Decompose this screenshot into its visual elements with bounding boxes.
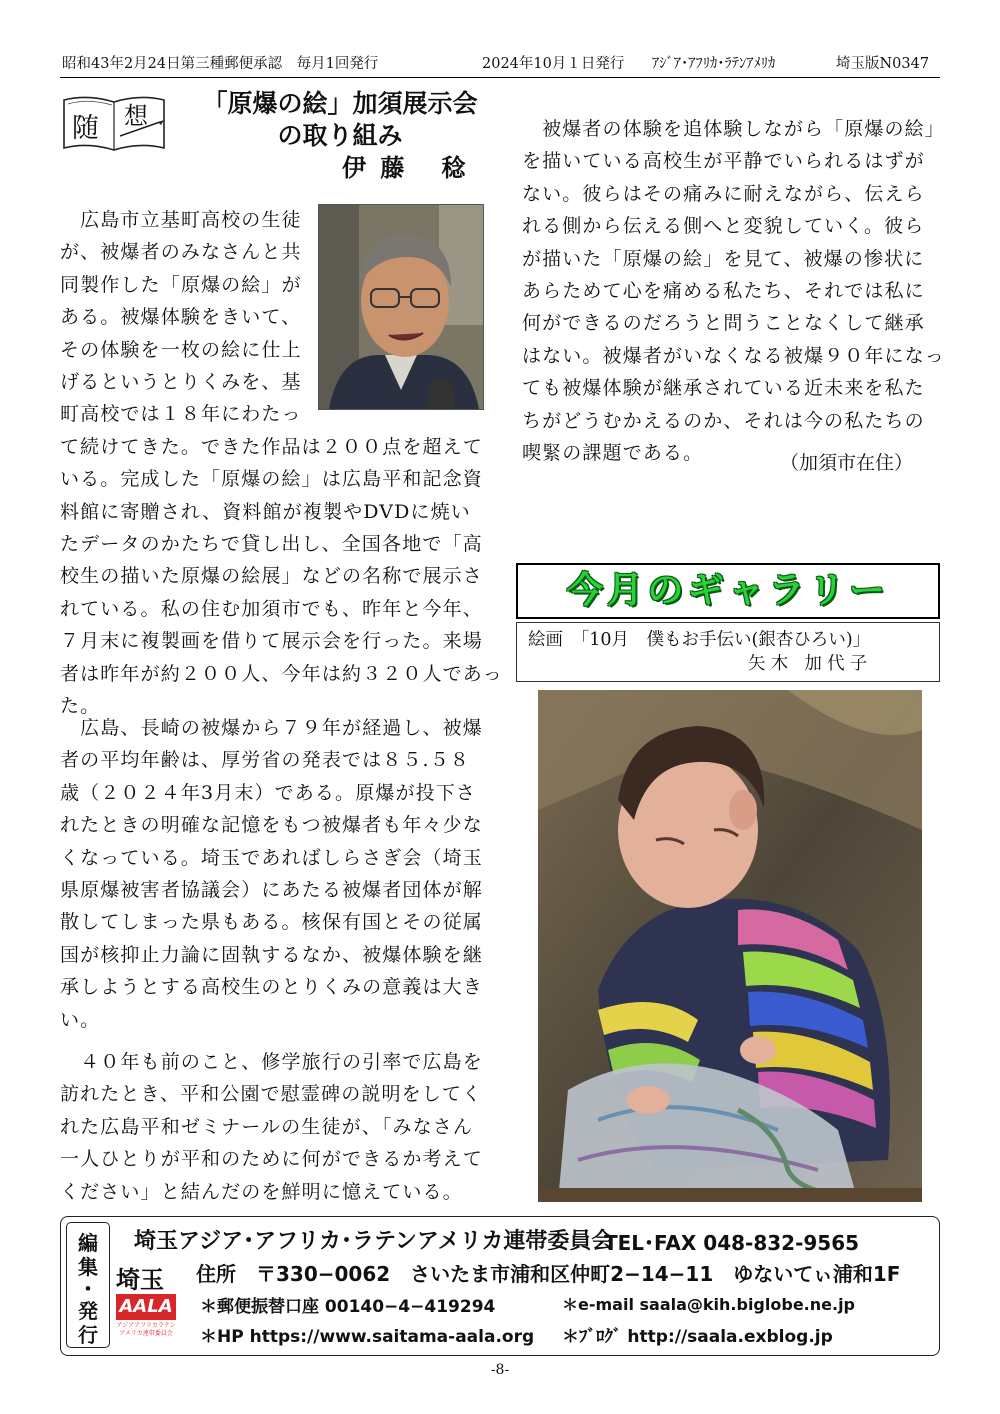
postal-transfer-account: ＊郵便振替口座 00140−4−419294: [200, 1297, 496, 1317]
article-paragraph-4: [522, 113, 945, 469]
author-residence: （加須市在住）: [780, 452, 914, 474]
text-line: 承しようとする高校生のとりくみの意義は大き: [60, 976, 483, 999]
publisher-address: 住所 〒330−0062 さいたま市浦和区仲町2−14−11 ゆないてぃ浦和1F: [196, 1262, 901, 1286]
text-line: れている。私の住む加須市でも、昨年と今年、: [60, 597, 483, 620]
logo-sub-text: アジアアフリカラテンアメリカ連帯委員会: [116, 1322, 176, 1337]
logo-main-text: AALA: [116, 1294, 176, 1320]
publisher-email[interactable]: ＊e-mail saala@kih.biglobe.ne.jp: [562, 1295, 856, 1314]
text-line: ください」と結んだのを鮮明に憶えている。: [60, 1180, 463, 1203]
text-line: げるというとりくみを、基: [60, 371, 302, 394]
text-line: ちがどうむかえるのか、それは今の私たちの: [522, 409, 925, 432]
text-line: ある。被爆体験をきいて、: [60, 306, 302, 329]
article-title-line-2: の取り組み: [277, 121, 403, 150]
text-line: が、被爆者のみなさんと共: [60, 241, 302, 264]
text-line: れる側から伝える側へと変貌していく。彼ら: [522, 215, 925, 238]
text-line: れたときの明確な記憶をもつ被爆者も年々少な: [60, 814, 483, 837]
painter-name: 矢木 加代子: [748, 654, 873, 674]
text-line: 国が核抑止力論に固執するなか、被爆体験を継: [60, 943, 483, 966]
text-line: 者は昨年が約２００人、今年は約３２０人であっ: [60, 662, 503, 685]
text-line: ４０年も前のこと、修学旅行の引率で広島を: [60, 1051, 483, 1073]
aala-logo: [112, 1262, 178, 1346]
text-line: くなっている。埼玉であればしらさぎ会（埼玉: [60, 846, 483, 869]
text-line: た。: [60, 695, 101, 718]
text-line: あらためて心を痛める私たち、それでは私に: [522, 280, 925, 303]
editorial-vertical-label: [66, 1222, 110, 1348]
text-line: 一人ひとりが平和のために何ができるか考えて: [60, 1148, 483, 1171]
publisher-blog[interactable]: ＊ﾌﾞﾛｸﾞ http://saala.exblog.jp: [562, 1327, 833, 1347]
text-line: が描いた「原爆の絵」を見て、被爆の惨状に: [522, 247, 925, 270]
text-line: 県原爆被害者協議会）にあたる被爆者団体が解: [60, 879, 483, 902]
masthead-line: [62, 52, 938, 76]
text-line: 歳（２０２４年3月末）である。原爆が投下さ: [60, 781, 477, 804]
vertical-char: 編: [78, 1231, 98, 1255]
text-line: 喫緊の課題である。: [522, 442, 704, 465]
text-line: ても被爆体験が継承されている近未来を私た: [522, 377, 925, 400]
postal-approval: 昭和43年2月24日第三種郵便承認 毎月1回発行: [62, 56, 379, 72]
text-line: はない。被爆者がいなくなる被爆９０年になっ: [522, 344, 945, 367]
text-line: たデータのかたちで貸し出し、全国各地で「高: [60, 533, 483, 556]
vertical-char: 行: [78, 1323, 98, 1347]
text-line: 広島市立基町高校の生徒: [60, 209, 302, 231]
gallery-title: 今月のギャラリー: [516, 563, 940, 619]
gallery-painting: [538, 690, 922, 1202]
text-line: 被爆者の体験を追体験しながら「原爆の絵」: [522, 118, 945, 140]
issue-date: 2024年10月１日発行: [482, 56, 625, 72]
badge-char-1: 随: [72, 113, 99, 144]
publisher-phone: TEL･FAX 048-832-9565: [604, 1231, 860, 1255]
edition-number: 埼玉版N0347: [836, 56, 930, 72]
article-paragraph-2: [60, 712, 486, 1036]
article-author: 伊藤 稔: [342, 154, 480, 182]
badge-char-2: 想: [124, 102, 148, 130]
text-line: 町高校では１８年にわたっ: [60, 403, 302, 426]
text-line: 料館に寄贈され、資料館が複製やDVDに焼い: [60, 500, 471, 523]
text-line: 広島、長崎の被爆から７９年が経過し、被爆: [60, 717, 483, 739]
text-line: 訪れたとき、平和公園で慰霊碑の説明をしてく: [60, 1083, 483, 1106]
page-number: -8-: [490, 1362, 510, 1378]
text-line: 散してしまった県もある。核保有国とその従属: [60, 911, 483, 934]
article-paragraph-1: [60, 204, 503, 723]
vertical-char: 集: [78, 1255, 98, 1279]
text-line: て続けてきた。できた作品は２００点を超えて: [60, 435, 483, 458]
text-line: を描いている高校生が平静でいられるはずが: [522, 150, 925, 173]
text-line: ７月末に複製画を借りて展示会を行った。来場: [60, 630, 483, 653]
text-line: いる。完成した「原爆の絵」は広島平和記念資: [60, 468, 483, 491]
text-line: れた広島平和ゼミナールの生徒が、「みなさん: [60, 1115, 474, 1138]
article-paragraph-3: [60, 1046, 486, 1208]
text-line: その体験を一枚の絵に仕上: [60, 338, 302, 361]
text-line: 者の平均年齢は、厚労省の発表では８５.５８: [60, 749, 470, 772]
painting-title: 絵画 「10月 僕もお手伝い(銀杏ひろい)」: [528, 630, 871, 650]
publisher-name: 埼玉アジア･アフリカ･ラテンアメリカ連帯委員会: [134, 1229, 614, 1254]
essay-badge: [60, 92, 168, 156]
text-line: 同製作した「原爆の絵」が: [60, 273, 302, 296]
vertical-char: 発: [78, 1299, 98, 1323]
text-line: 校生の描いた原爆の絵展」などの名称で展示さ: [60, 565, 483, 588]
vertical-char: ・: [78, 1277, 98, 1301]
article-title-line-1: 「原爆の絵」加須展示会: [202, 89, 478, 118]
text-line: い。: [60, 1008, 101, 1031]
org-short-name: ｱｼﾞｱ･ｱﾌﾘｶ･ﾗﾃﾝｱﾒﾘｶ: [652, 56, 776, 72]
text-line: 何ができるのだろうと問うことなくして継承: [522, 312, 925, 335]
publisher-homepage[interactable]: ＊HP https://www.saitama-aala.org: [200, 1327, 535, 1347]
logo-top-text: 埼玉: [116, 1266, 164, 1294]
header-divider: [60, 77, 940, 78]
text-line: ない。彼らはその痛みに耐えながら、伝えら: [522, 182, 925, 205]
